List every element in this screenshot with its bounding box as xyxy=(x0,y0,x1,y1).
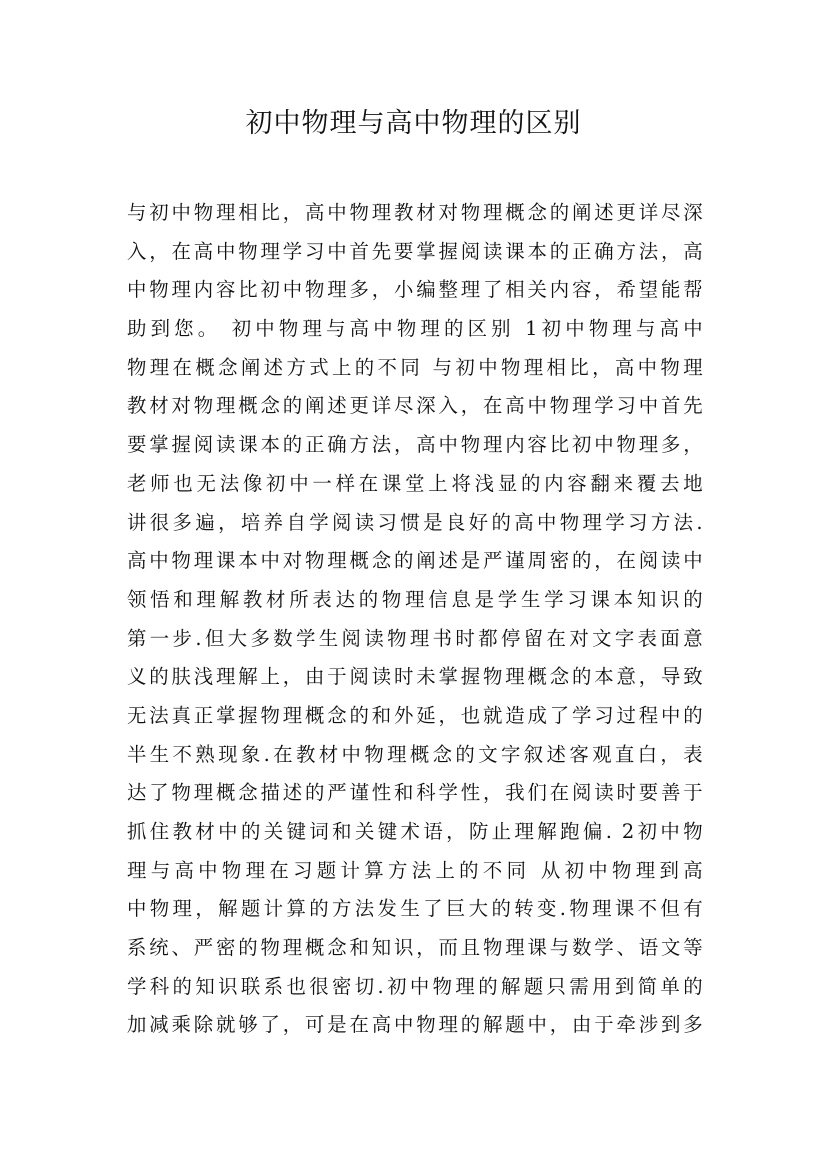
body-line: 物理在概念阐述方式上的不同 与初中物理相比，高中物理 xyxy=(127,355,703,379)
body-line: 中物理，解题计算的方法发生了巨大的转变.物理课不但有 xyxy=(127,897,703,921)
body-line: 中物理内容比初中物理多，小编整理了相关内容，希望能帮 xyxy=(127,278,703,302)
body-line: 老师也无法像初中一样在课堂上将浅显的内容翻来覆去地 xyxy=(127,471,703,495)
body-line: 教材对物理概念的阐述更详尽深入，在高中物理学习中首先 xyxy=(127,394,703,418)
body-line: 理与高中物理在习题计算方法上的不同 从初中物理到高 xyxy=(127,858,703,882)
body-line: 系统、严密的物理概念和知识，而且物理课与数学、语文等 xyxy=(127,936,703,960)
body-line: 加减乘除就够了，可是在高中物理的解题中，由于牵涉到多 xyxy=(127,1013,703,1037)
document-body xyxy=(127,194,703,1045)
body-line: 半生不熟现象.在教材中物理概念的文字叙述客观直白，表 xyxy=(127,742,703,766)
body-line: 学科的知识联系也很密切.初中物理的解题只需用到简单的 xyxy=(127,974,703,998)
body-line: 领悟和理解教材所表达的物理信息是学生学习课本知识的 xyxy=(127,587,703,611)
body-line: 无法真正掌握物理概念的和外延，也就造成了学习过程中的 xyxy=(127,703,703,727)
body-line: 第一步.但大多数学生阅读物理书时都停留在对文字表面意 xyxy=(127,626,703,650)
body-line: 讲很多遍，培养自学阅读习惯是良好的高中物理学习方法. xyxy=(127,510,703,534)
document-title: 初中物理与高中物理的区别 xyxy=(245,108,582,139)
body-line: 高中物理课本中对物理概念的阐述是严谨周密的，在阅读中 xyxy=(127,549,703,573)
body-line: 要掌握阅读课本的正确方法，高中物理内容比初中物理多， xyxy=(127,433,703,457)
body-line: 与初中物理相比，高中物理教材对物理概念的阐述更详尽深 xyxy=(127,201,703,224)
body-line: 入，在高中物理学习中首先要掌握阅读课本的正确方法，高 xyxy=(127,239,703,263)
body-line: 义的肤浅理解上，由于阅读时未掌握物理概念的本意，导致 xyxy=(127,665,703,689)
body-line: 助到您。 初中物理与高中物理的区别 1初中物理与高中 xyxy=(127,317,703,341)
body-line: 达了物理概念描述的严谨性和科学性，我们在阅读时要善于 xyxy=(127,781,703,805)
body-line: 抓住教材中的关键词和关键术语，防止理解跑偏. 2初中物 xyxy=(127,820,703,843)
